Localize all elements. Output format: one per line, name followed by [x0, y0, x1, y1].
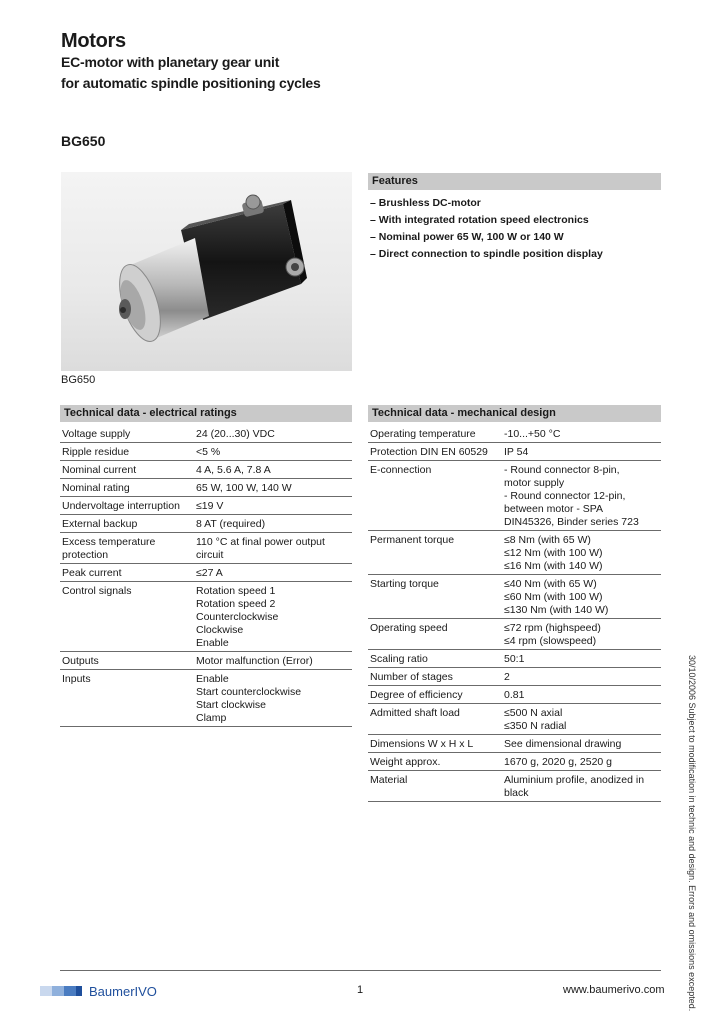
mechanical-design-heading: Technical data - mechanical design [368, 405, 661, 422]
spec-label: Voltage supply [60, 425, 194, 443]
spec-value [194, 515, 352, 533]
spec-label: Weight approx. [368, 753, 502, 771]
spec-value-line: motor supply [504, 477, 565, 489]
spec-row [368, 650, 661, 668]
spec-value-line: ≤40 Nm (with 65 W) [504, 578, 597, 590]
spec-value [502, 425, 661, 443]
spec-row [368, 619, 661, 650]
spec-value-line: Rotation speed 1 [196, 585, 276, 597]
spec-row [60, 670, 352, 727]
subtitle-line-1: EC-motor with planetary gear unit [61, 54, 280, 70]
spec-label: External backup [60, 515, 194, 533]
features-list [370, 197, 603, 265]
spec-value-line: ≤4 rpm (slowspeed) [504, 635, 597, 647]
spec-label: Scaling ratio [368, 650, 502, 668]
spec-value [194, 564, 352, 582]
spec-value [194, 533, 352, 564]
spec-value-line: 8 AT (required) [196, 518, 266, 530]
spec-label: Outputs [60, 652, 194, 670]
spec-label: Permanent torque [368, 531, 502, 575]
spec-row [60, 461, 352, 479]
electrical-ratings-table [60, 425, 352, 727]
spec-value-line: ≤27 A [196, 567, 223, 579]
spec-label: Inputs [60, 670, 194, 727]
spec-value [502, 735, 661, 753]
mechanical-design-table [368, 425, 661, 802]
spec-value-line: ≤8 Nm (with 65 W) [504, 534, 591, 546]
photo-caption: BG650 [61, 374, 96, 386]
spec-value [194, 479, 352, 497]
spec-value [194, 497, 352, 515]
spec-value-line: Counterclockwise [196, 611, 279, 623]
spec-value [502, 619, 661, 650]
footer-divider [60, 970, 661, 971]
spec-row [368, 771, 661, 802]
website-link[interactable]: www.baumerivo.com [563, 984, 665, 996]
spec-row [368, 443, 661, 461]
spec-value-line: -10...+50 °C [504, 428, 561, 440]
spec-value-line: See dimensional drawing [504, 738, 622, 750]
baumer-logo-graphic [40, 983, 165, 999]
spec-value [502, 771, 661, 802]
spec-value [502, 443, 661, 461]
spec-label: Dimensions W x H x L [368, 735, 502, 753]
spec-row [60, 443, 352, 461]
spec-label: Starting torque [368, 575, 502, 619]
spec-value-line: Clamp [196, 712, 227, 724]
spec-value-line: DIN45326, Binder series 723 [504, 516, 639, 528]
spec-label: Control signals [60, 582, 194, 652]
spec-row [60, 497, 352, 515]
product-photo [61, 172, 352, 371]
spec-row [368, 753, 661, 771]
spec-value-line: Start counterclockwise [196, 686, 302, 698]
spec-value [194, 582, 352, 652]
spec-value-line: Start clockwise [196, 699, 267, 711]
spec-value-line: ≤500 N axial [504, 707, 563, 719]
electrical-ratings-heading: Technical data - electrical ratings [60, 405, 352, 422]
spec-value [502, 461, 661, 531]
spec-value-line: between motor - SPA [504, 503, 604, 515]
spec-value-line: ≤130 Nm (with 140 W) [504, 604, 609, 616]
motor-illustration [61, 172, 352, 371]
spec-row [60, 515, 352, 533]
spec-label: Nominal rating [60, 479, 194, 497]
spec-row [60, 582, 352, 652]
spec-value-line: 110 °C at final power output circuit [196, 536, 325, 561]
spec-value [194, 652, 352, 670]
spec-row [60, 479, 352, 497]
side-disclaimer: 30/10/2006 Subject to modification in technic and design. Errors and omissions excepted. [687, 655, 697, 1012]
spec-value-line: 1670 g, 2020 g, 2520 g [504, 756, 613, 768]
spec-value [194, 670, 352, 727]
spec-label: Peak current [60, 564, 194, 582]
spec-value [502, 531, 661, 575]
spec-value [194, 461, 352, 479]
spec-value-line: Enable [196, 673, 229, 685]
spec-value-line: 65 W, 100 W, 140 W [196, 482, 292, 494]
spec-value-line: IP 54 [504, 446, 529, 458]
spec-label: Undervoltage interruption [60, 497, 194, 515]
spec-row [60, 564, 352, 582]
spec-row [60, 652, 352, 670]
spec-value [194, 443, 352, 461]
feature-item: – Direct connection to spindle position display [370, 248, 603, 260]
spec-label: Material [368, 771, 502, 802]
spec-row [368, 425, 661, 443]
spec-value [502, 668, 661, 686]
spec-label: Excess temperature protection [60, 533, 194, 564]
spec-row [368, 686, 661, 704]
spec-row [368, 461, 661, 531]
spec-value-line: 0.81 [504, 689, 525, 701]
spec-label: Protection DIN EN 60529 [368, 443, 502, 461]
features-heading: Features [368, 173, 661, 190]
spec-value-line: 2 [504, 671, 510, 683]
feature-item: – With integrated rotation speed electronics [370, 214, 589, 226]
spec-row [368, 735, 661, 753]
spec-row [368, 704, 661, 735]
spec-value [502, 650, 661, 668]
feature-item: – Brushless DC-motor [370, 197, 481, 209]
spec-value-line: 4 A, 5.6 A, 7.8 A [196, 464, 271, 476]
spec-value-line: ≤12 Nm (with 100 W) [504, 547, 603, 559]
spec-value [502, 753, 661, 771]
spec-value-line: 24 (20...30) VDC [196, 428, 275, 440]
spec-value-line: <5 % [196, 446, 221, 458]
spec-value-line: - Round connector 8-pin, [504, 464, 620, 476]
spec-label: Number of stages [368, 668, 502, 686]
spec-value-line: ≤19 V [196, 500, 224, 512]
spec-value-line: 50:1 [504, 653, 525, 665]
page-title: Motors [61, 30, 126, 52]
spec-label: Nominal current [60, 461, 194, 479]
spec-label: Operating temperature [368, 425, 502, 443]
spec-row [60, 533, 352, 564]
spec-value [502, 704, 661, 735]
spec-value-line: - Round connector 12-pin, [504, 490, 626, 502]
spec-row [60, 425, 352, 443]
spec-label: Operating speed [368, 619, 502, 650]
spec-value-line: ≤16 Nm (with 140 W) [504, 560, 603, 572]
spec-value [502, 575, 661, 619]
page-number: 1 [357, 984, 364, 996]
spec-value-line: Enable [196, 637, 229, 649]
spec-label: Admitted shaft load [368, 704, 502, 735]
spec-value-line: ≤60 Nm (with 100 W) [504, 591, 603, 603]
subtitle-line-2: for automatic spindle positioning cycles [61, 75, 321, 91]
spec-value-line: ≤350 N radial [504, 720, 567, 732]
spec-value-line: Rotation speed 2 [196, 598, 276, 610]
spec-label: Ripple residue [60, 443, 194, 461]
spec-value-line: Aluminium profile, anodized in black [504, 774, 645, 799]
spec-label: E-connection [368, 461, 502, 531]
spec-row [368, 668, 661, 686]
model-name: BG650 [61, 133, 106, 149]
baumer-logo [40, 983, 165, 997]
spec-value-line: Motor malfunction (Error) [196, 655, 313, 667]
spec-value-line: ≤72 rpm (highspeed) [504, 622, 601, 634]
feature-item: – Nominal power 65 W, 100 W or 140 W [370, 231, 564, 243]
spec-value [194, 425, 352, 443]
spec-label: Degree of efficiency [368, 686, 502, 704]
spec-value [502, 686, 661, 704]
spec-row [368, 531, 661, 575]
spec-value-line: Clockwise [196, 624, 244, 636]
svg-text:BaumerIVO: BaumerIVO [89, 984, 157, 999]
spec-row [368, 575, 661, 619]
